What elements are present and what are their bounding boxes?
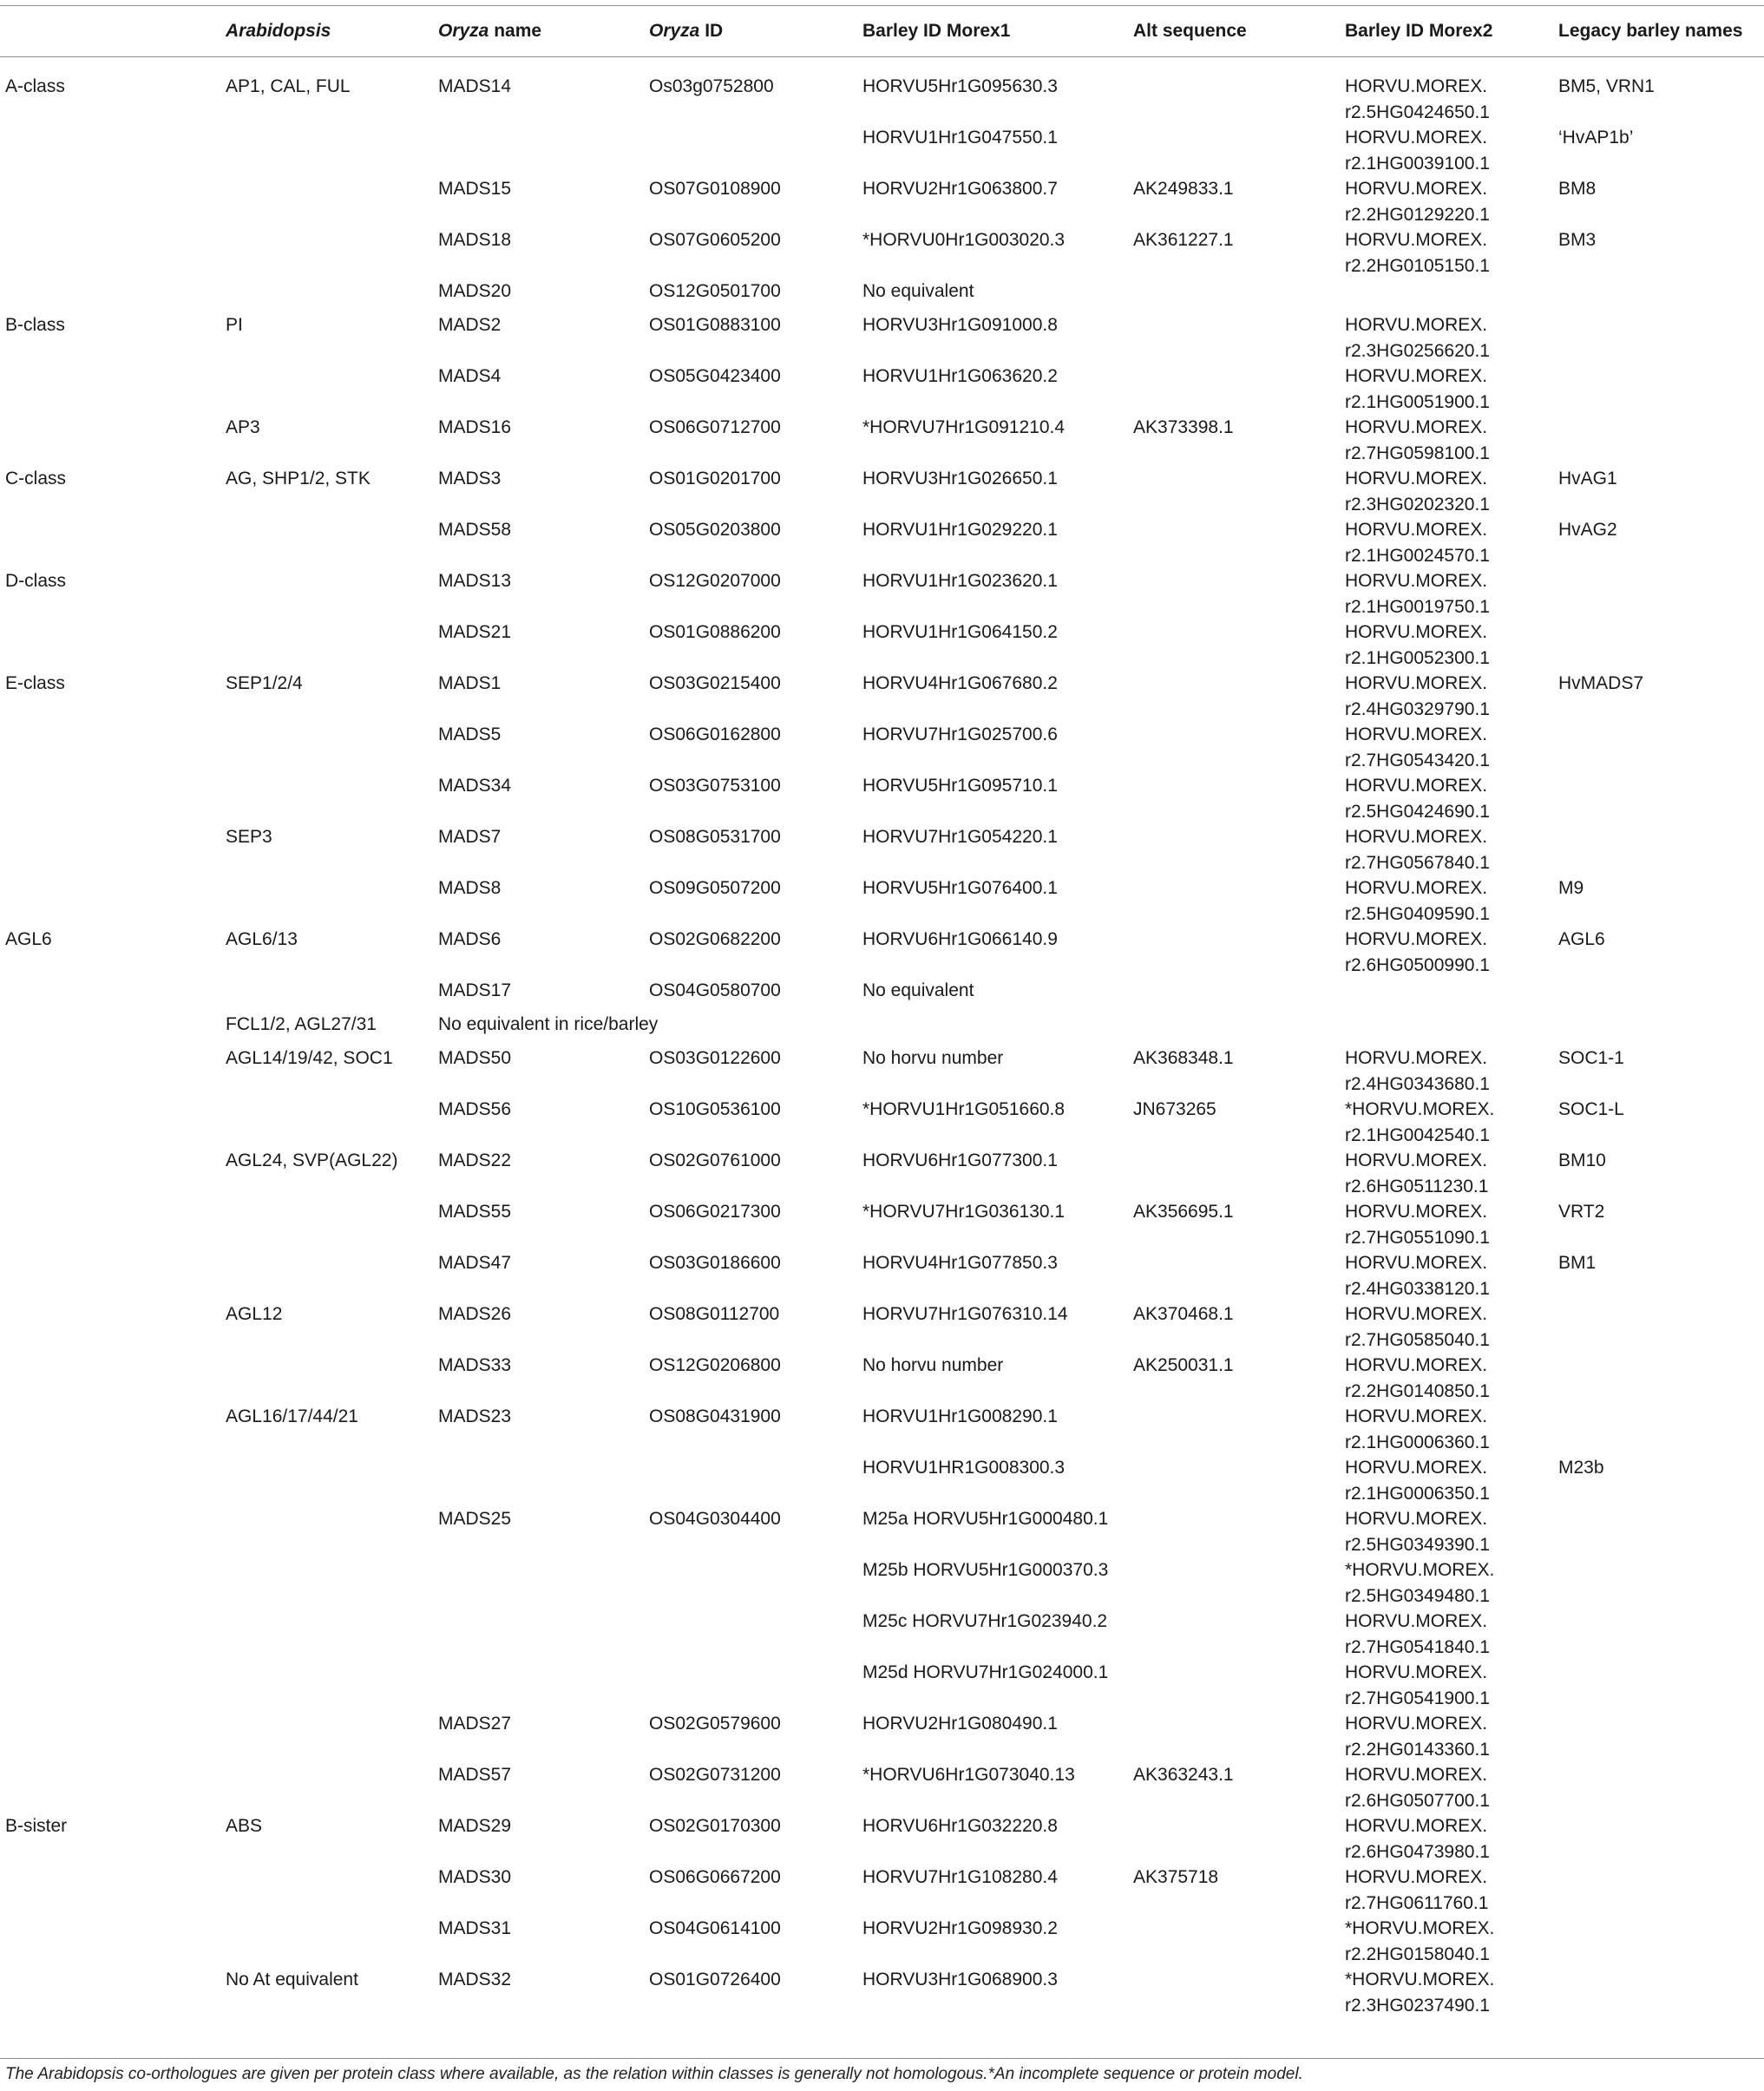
cell-alt-sequence: AK370468.1	[1133, 1304, 1234, 1324]
header-legacy-names: Legacy barley names	[1558, 21, 1743, 41]
morex2-id-line2: r2.4HG0329790.1	[1345, 698, 1490, 719]
cell-oryza-name: MADS31	[438, 1918, 512, 1938]
cell-alt-sequence: JN673265	[1133, 1099, 1216, 1119]
table-body	[0, 57, 1764, 2057]
cell-barley-morex1: HORVU2Hr1G098930.2	[862, 1918, 1058, 1938]
cell-oryza-id: OS01G0201700	[649, 469, 781, 488]
cell-legacy-name: BM8	[1558, 179, 1597, 199]
cell-arabidopsis: FCL1/2, AGL27/31	[226, 1014, 377, 1034]
cell-oryza-name: MADS8	[438, 878, 502, 898]
cell-oryza-name: MADS5	[438, 724, 502, 744]
cell-class: B-sister	[5, 1816, 68, 1836]
cell-barley-morex1: HORVU3Hr1G091000.8	[862, 315, 1058, 335]
cell-oryza-name: MADS13	[438, 571, 512, 591]
cell-oryza-id: OS05G0423400	[649, 366, 781, 386]
cell-barley-morex1: HORVU4Hr1G067680.2	[862, 673, 1058, 693]
cell-barley-morex1: HORVU1Hr1G029220.1	[862, 520, 1058, 540]
cell-class: AGL6	[5, 929, 52, 949]
cell-barley-morex1: M25c HORVU7Hr1G023940.2	[862, 1611, 1108, 1631]
cell-barley-morex1: HORVU5Hr1G095630.3	[862, 76, 1058, 96]
cell-barley-morex1: No equivalent	[862, 980, 974, 1000]
morex2-id-line1: HORVU.MOREX.	[1345, 1048, 1488, 1068]
table-row	[0, 1439, 1764, 1504]
table-row	[0, 859, 1764, 924]
cell-oryza-name: MADS15	[438, 179, 512, 199]
table-row	[0, 1080, 1764, 1145]
morex2-id-line2: r2.1HG0039100.1	[1345, 153, 1490, 174]
table-row	[0, 347, 1764, 412]
cell-barley-morex1: HORVU5Hr1G095710.1	[862, 776, 1058, 796]
cell-barley-morex1: HORVU6Hr1G077300.1	[862, 1150, 1058, 1170]
table-row	[0, 1592, 1764, 1657]
morex2-id-line1: HORVU.MOREX.	[1345, 622, 1488, 642]
morex2-id-line2: r2.7HG0551090.1	[1345, 1227, 1490, 1248]
cell-oryza-id: OS02G0170300	[649, 1816, 781, 1836]
morex2-id-line1: HORVU.MOREX.	[1345, 417, 1488, 437]
morex2-id-line2: r2.1HG0024570.1	[1345, 545, 1490, 566]
cell-barley-morex1: No horvu number	[862, 1048, 1004, 1068]
cell-barley-morex1: M25d HORVU7Hr1G024000.1	[862, 1662, 1109, 1682]
cell-legacy-name: M23b	[1558, 1458, 1604, 1478]
table-header-row	[0, 5, 1764, 56]
cell-barley-morex1: HORVU7Hr1G108280.4	[862, 1867, 1058, 1887]
cell-alt-sequence: AK373398.1	[1133, 417, 1234, 437]
cell-oryza-id: OS09G0507200	[649, 878, 781, 898]
header-oryza-id: Oryza ID	[649, 21, 724, 41]
table-row	[0, 1899, 1764, 1964]
morex2-id-line1: HORVU.MOREX.	[1345, 179, 1488, 199]
morex2-id-line2: r2.1HG0042540.1	[1345, 1124, 1490, 1145]
cell-arabidopsis: ABS	[226, 1816, 263, 1836]
table-row	[0, 961, 1764, 1000]
table-row	[0, 296, 1764, 361]
cell-alt-sequence: AK249833.1	[1133, 179, 1234, 199]
morex2-id-line1: HORVU.MOREX.	[1345, 315, 1488, 335]
cell-oryza-name: MADS25	[438, 1509, 512, 1529]
morex2-id-line2: r2.2HG0129220.1	[1345, 204, 1490, 225]
cell-oryza-id: OS03G0186600	[649, 1253, 781, 1273]
table-row	[0, 1797, 1764, 1862]
morex2-id-line2: r2.7HG0541900.1	[1345, 1688, 1490, 1708]
cell-legacy-name: BM5, VRN1	[1558, 76, 1655, 96]
table-row	[0, 1950, 1764, 2016]
morex2-id-line2: r2.2HG0140850.1	[1345, 1380, 1490, 1401]
morex2-id-line2: r2.6HG0500990.1	[1345, 954, 1490, 975]
morex2-id-line2: r2.7HG0598100.1	[1345, 442, 1490, 463]
cell-oryza-name: MADS7	[438, 827, 502, 847]
morex2-id-line1: HORVU.MOREX.	[1345, 128, 1488, 147]
morex2-id-line2: r2.5HG0409590.1	[1345, 903, 1490, 924]
cell-oryza-id: OS07G0605200	[649, 230, 781, 250]
cell-barley-morex1: HORVU7Hr1G054220.1	[862, 827, 1058, 847]
morex2-id-line2: r2.6HG0511230.1	[1345, 1176, 1489, 1196]
table-row	[0, 1848, 1764, 1913]
cell-barley-morex1: HORVU1Hr1G023620.1	[862, 571, 1058, 591]
table-row	[0, 654, 1764, 719]
morex2-id-line1: HORVU.MOREX.	[1345, 230, 1488, 250]
cell-oryza-id: OS07G0108900	[649, 179, 781, 199]
morex2-id-line1: HORVU.MOREX.	[1345, 1611, 1488, 1631]
cell-alt-sequence: AK368348.1	[1133, 1048, 1234, 1068]
cell-oryza-name: MADS4	[438, 366, 502, 386]
cell-oryza-id: OS06G0667200	[649, 1867, 781, 1887]
cell-oryza-name: MADS22	[438, 1150, 512, 1170]
morex2-id-line2: r2.2HG0105150.1	[1345, 255, 1490, 276]
cell-oryza-name: MADS18	[438, 230, 512, 250]
morex2-id-line2: r2.4HG0343680.1	[1345, 1073, 1490, 1094]
morex2-id-line1: HORVU.MOREX.	[1345, 1867, 1488, 1887]
morex2-id-line2: r2.2HG0158040.1	[1345, 1944, 1490, 1964]
morex2-id-line1: HORVU.MOREX.	[1345, 724, 1488, 744]
cell-class: D-class	[5, 571, 67, 591]
morex2-id-line1: HORVU.MOREX.	[1345, 827, 1488, 847]
cell-barley-morex1: HORVU7Hr1G076310.14	[862, 1304, 1068, 1324]
cell-barley-morex1: HORVU1Hr1G008290.1	[862, 1406, 1058, 1426]
cell-alt-sequence: AK363243.1	[1133, 1765, 1234, 1785]
cell-arabidopsis: AP1, CAL, FUL	[226, 76, 351, 96]
cell-arabidopsis: SEP1/2/4	[226, 673, 303, 693]
morex2-id-line1: *HORVU.MOREX.	[1345, 1099, 1495, 1119]
cell-alt-sequence: AK361227.1	[1133, 230, 1234, 250]
cell-legacy-name: BM10	[1558, 1150, 1606, 1170]
morex2-id-line1: HORVU.MOREX.	[1345, 1355, 1488, 1375]
cell-oryza-name: MADS29	[438, 1816, 512, 1836]
cell-legacy-name: HvMADS7	[1558, 673, 1644, 693]
morex2-id-line2: r2.6HG0473980.1	[1345, 1841, 1490, 1862]
cell-oryza-id: OS01G0886200	[649, 622, 781, 642]
table-row	[0, 501, 1764, 566]
header-barley-morex1: Barley ID Morex1	[862, 21, 1011, 41]
cell-oryza-id: OS02G0579600	[649, 1714, 781, 1734]
morex2-id-line1: HORVU.MOREX.	[1345, 1406, 1488, 1426]
cell-arabidopsis: AGL24, SVP(AGL22)	[226, 1150, 398, 1170]
cell-oryza-name: MADS2	[438, 315, 502, 335]
table-row	[0, 552, 1764, 617]
cell-barley-morex1: HORVU7Hr1G025700.6	[862, 724, 1058, 744]
cell-oryza-name: MADS27	[438, 1714, 512, 1734]
header-oryza-name: Oryza name	[438, 21, 542, 41]
morex2-id-line1: HORVU.MOREX.	[1345, 1765, 1488, 1785]
cell-arabidopsis: AGL14/19/42, SOC1	[226, 1048, 393, 1068]
table-row	[0, 995, 1764, 1034]
cell-legacy-name: AGL6	[1558, 929, 1605, 949]
table-row	[0, 1336, 1764, 1401]
morex2-id-line1: HORVU.MOREX.	[1345, 929, 1488, 949]
cell-oryza-id: OS12G0207000	[649, 571, 781, 591]
cell-legacy-name: VRT2	[1558, 1202, 1605, 1222]
morex2-id-line1: HORVU.MOREX.	[1345, 1253, 1488, 1273]
table-row	[0, 262, 1764, 301]
cell-oryza-name: MADS47	[438, 1253, 512, 1273]
cell-legacy-name: SOC1-1	[1558, 1048, 1624, 1068]
morex2-id-line2: r2.5HG0424690.1	[1345, 801, 1490, 822]
morex2-id-line1: HORVU.MOREX.	[1345, 1304, 1488, 1324]
morex2-id-line1: HORVU.MOREX.	[1345, 878, 1488, 898]
cell-oryza-name: MADS34	[438, 776, 512, 796]
cell-barley-morex1: HORVU2Hr1G080490.1	[862, 1714, 1058, 1734]
morex2-id-line1: HORVU.MOREX.	[1345, 520, 1488, 540]
table-row	[0, 808, 1764, 873]
morex2-id-line2: r2.3HG0256620.1	[1345, 340, 1490, 361]
cell-oryza-id: OS02G0731200	[649, 1765, 781, 1785]
morex2-id-line2: r2.7HG0543420.1	[1345, 750, 1490, 770]
cell-oryza-id: OS01G0883100	[649, 315, 781, 335]
table-row	[0, 705, 1764, 770]
cell-oryza-id: Os03g0752800	[649, 76, 774, 96]
cell-oryza-name: MADS30	[438, 1867, 512, 1887]
cell-arabidopsis: AGL6/13	[226, 929, 298, 949]
header-oryza-name-genus: Oryza	[438, 21, 489, 41]
cell-oryza-id: OS08G0431900	[649, 1406, 781, 1426]
morex2-id-line1: HORVU.MOREX.	[1345, 366, 1488, 386]
cell-oryza-id: OS02G0682200	[649, 929, 781, 949]
cell-legacy-name: SOC1-L	[1558, 1099, 1624, 1119]
cell-oryza-name: MADS16	[438, 417, 512, 437]
cell-oryza-id: OS10G0536100	[649, 1099, 781, 1119]
cell-oryza-id: OS02G0761000	[649, 1150, 781, 1170]
morex2-id-line2: r2.3HG0237490.1	[1345, 1995, 1490, 2016]
cell-oryza-id: OS12G0206800	[649, 1355, 781, 1375]
cell-oryza-name: MADS58	[438, 520, 512, 540]
morex2-id-line2: r2.1HG0006360.1	[1345, 1432, 1490, 1452]
cell-oryza-name: MADS20	[438, 281, 512, 301]
cell-barley-morex1: HORVU1Hr1G064150.2	[862, 622, 1058, 642]
morex2-id-line1: HORVU.MOREX.	[1345, 1150, 1488, 1170]
cell-class: B-class	[5, 315, 65, 335]
cell-arabidopsis: SEP3	[226, 827, 272, 847]
cell-alt-sequence: AK250031.1	[1133, 1355, 1234, 1375]
morex2-id-line2: r2.3HG0202320.1	[1345, 494, 1490, 515]
morex2-id-line2: r2.5HG0349390.1	[1345, 1534, 1490, 1555]
cell-barley-morex1: No equivalent	[862, 281, 974, 301]
cell-oryza-name: MADS26	[438, 1304, 512, 1324]
table-row	[0, 603, 1764, 668]
morex2-id-line1: HORVU.MOREX.	[1345, 1662, 1488, 1682]
cell-oryza-name: MADS57	[438, 1765, 512, 1785]
table-row	[0, 108, 1764, 174]
morex2-id-line2: r2.1HG0019750.1	[1345, 596, 1490, 617]
morex2-id-line2: r2.1HG0052300.1	[1345, 647, 1490, 668]
table-row	[0, 1643, 1764, 1708]
cell-oryza-id: OS08G0531700	[649, 827, 781, 847]
cell-barley-morex2	[1345, 1967, 1494, 2018]
cell-legacy-name: BM3	[1558, 230, 1597, 250]
table-row	[0, 1746, 1764, 1811]
cell-barley-morex1: HORVU6Hr1G066140.9	[862, 929, 1058, 949]
cell-barley-morex1: No horvu number	[862, 1355, 1004, 1375]
cell-oryza-name: MADS6	[438, 929, 502, 949]
header-barley-morex2: Barley ID Morex2	[1345, 21, 1493, 41]
cell-oryza-id: OS03G0215400	[649, 673, 781, 693]
table-row	[0, 160, 1764, 225]
cell-oryza-name: MADS56	[438, 1099, 512, 1119]
morex2-id-line1: HORVU.MOREX.	[1345, 1816, 1488, 1836]
cell-oryza-name: MADS50	[438, 1048, 512, 1068]
table-bottom-rule	[0, 2058, 1764, 2059]
table-row	[0, 57, 1764, 122]
cell-oryza-id: OS12G0501700	[649, 281, 781, 301]
cell-oryza-name: MADS14	[438, 76, 512, 96]
cell-barley-morex1: *HORVU0Hr1G003020.3	[862, 230, 1066, 250]
table-row	[0, 449, 1764, 515]
cell-barley-morex1: HORVU3Hr1G026650.1	[862, 469, 1058, 488]
table-row	[0, 757, 1764, 822]
cell-arabidopsis: No At equivalent	[226, 1970, 358, 1989]
cell-arabidopsis: PI	[226, 315, 243, 335]
cell-arabidopsis: AGL12	[226, 1304, 283, 1324]
cell-oryza-name: MADS33	[438, 1355, 512, 1375]
cell-barley-morex1: *HORVU7Hr1G036130.1	[862, 1202, 1066, 1222]
table-row	[0, 1387, 1764, 1452]
table-footnote: The Arabidopsis co-orthologues are given per protein class where available, as the relation within classes is generally not homologous.*An incomplete sequence or protein model.	[5, 2065, 1303, 2083]
cell-barley-morex1: HORVU1Hr1G047550.1	[862, 128, 1058, 147]
header-oryza-id-genus: Oryza	[649, 21, 700, 41]
morex2-id-line2: r2.2HG0143360.1	[1345, 1739, 1490, 1760]
cell-oryza-id: OS04G0580700	[649, 980, 781, 1000]
cell-barley-morex1: HORVU3Hr1G068900.3	[862, 1970, 1058, 1989]
cell-oryza-name: MADS32	[438, 1970, 512, 1989]
morex2-id-line2: r2.7HG0585040.1	[1345, 1329, 1490, 1350]
morex2-id-line1: *HORVU.MOREX.	[1345, 1918, 1495, 1938]
cell-class: A-class	[5, 76, 65, 96]
morex2-id-line1: HORVU.MOREX.	[1345, 1458, 1488, 1478]
morex2-id-line1: *HORVU.MOREX.	[1345, 1970, 1495, 1989]
morex2-id-line1: HORVU.MOREX.	[1345, 1202, 1488, 1222]
cell-barley-morex1: *HORVU7Hr1G091210.4	[862, 417, 1066, 437]
cell-barley-morex1: HORVU4Hr1G077850.3	[862, 1253, 1058, 1273]
morex2-id-line2: r2.1HG0051900.1	[1345, 391, 1490, 412]
cell-arabidopsis: AP3	[226, 417, 260, 437]
cell-barley-morex1: M25b HORVU5Hr1G000370.3	[862, 1560, 1109, 1580]
cell-oryza-id: OS06G0712700	[649, 417, 781, 437]
morex2-id-line1: HORVU.MOREX.	[1345, 76, 1488, 96]
cell-class: E-class	[5, 673, 65, 693]
cell-barley-morex1: HORVU2Hr1G063800.7	[862, 179, 1058, 199]
cell-oryza-name: No equivalent in rice/barley	[438, 1014, 659, 1034]
morex2-id-line1: *HORVU.MOREX.	[1345, 1560, 1495, 1580]
morex2-id-line2: r2.7HG0611760.1	[1345, 1892, 1489, 1913]
cell-oryza-name: MADS23	[438, 1406, 512, 1426]
cell-arabidopsis: AG, SHP1/2, STK	[226, 469, 371, 488]
cell-oryza-id: OS06G0217300	[649, 1202, 781, 1222]
table-row	[0, 910, 1764, 975]
cell-legacy-name: BM1	[1558, 1253, 1597, 1273]
cell-barley-morex1: HORVU1Hr1G063620.2	[862, 366, 1058, 386]
cell-oryza-name: MADS1	[438, 673, 502, 693]
cell-oryza-id: OS04G0614100	[649, 1918, 781, 1938]
morex2-id-line2: r2.5HG0424650.1	[1345, 102, 1490, 122]
cell-oryza-name: MADS55	[438, 1202, 512, 1222]
cell-barley-morex1: HORVU1HR1G008300.3	[862, 1458, 1066, 1478]
cell-barley-morex1: M25a HORVU5Hr1G000480.1	[862, 1509, 1109, 1529]
cell-oryza-id: OS05G0203800	[649, 520, 781, 540]
cell-alt-sequence: AK356695.1	[1133, 1202, 1234, 1222]
cell-oryza-id: OS03G0753100	[649, 776, 781, 796]
morex2-id-line2: r2.6HG0507700.1	[1345, 1790, 1490, 1811]
cell-arabidopsis: AGL16/17/44/21	[226, 1406, 358, 1426]
cell-oryza-name: MADS3	[438, 469, 502, 488]
table-row	[0, 1131, 1764, 1196]
cell-oryza-id: OS01G0726400	[649, 1970, 781, 1989]
cell-alt-sequence: AK375718	[1133, 1867, 1219, 1887]
cell-legacy-name: ‘HvAP1b’	[1558, 128, 1634, 147]
morex2-id-line1: HORVU.MOREX.	[1345, 469, 1488, 488]
table-row	[0, 211, 1764, 276]
morex2-id-line1: HORVU.MOREX.	[1345, 1509, 1488, 1529]
morex2-id-line1: HORVU.MOREX.	[1345, 1714, 1488, 1734]
cell-barley-morex1: HORVU5Hr1G076400.1	[862, 878, 1058, 898]
morex2-id-line2: r2.4HG0338120.1	[1345, 1278, 1490, 1299]
table-row	[0, 1694, 1764, 1760]
table-row	[0, 1490, 1764, 1555]
cell-oryza-name: MADS21	[438, 622, 512, 642]
morex2-id-line1: HORVU.MOREX.	[1345, 571, 1488, 591]
cell-barley-morex1: HORVU6Hr1G032220.8	[862, 1816, 1058, 1836]
morex2-id-line2: r2.5HG0349480.1	[1345, 1585, 1490, 1606]
table-row	[0, 1029, 1764, 1094]
cell-oryza-id: OS04G0304400	[649, 1509, 781, 1529]
cell-oryza-id: OS08G0112700	[649, 1304, 780, 1324]
table-row	[0, 1541, 1764, 1606]
cell-class: C-class	[5, 469, 67, 488]
morex2-id-line1: HORVU.MOREX.	[1345, 673, 1488, 693]
header-alt-sequence: Alt sequence	[1133, 21, 1247, 41]
morex2-id-line2: r2.7HG0567840.1	[1345, 852, 1490, 873]
cell-barley-morex1: *HORVU1Hr1G051660.8	[862, 1099, 1066, 1119]
cell-barley-morex1: *HORVU6Hr1G073040.13	[862, 1765, 1075, 1785]
cell-legacy-name: HvAG1	[1558, 469, 1617, 488]
table-row	[0, 1183, 1764, 1248]
table-row	[0, 1234, 1764, 1299]
cell-legacy-name: HvAG2	[1558, 520, 1617, 540]
morex2-id-line1: HORVU.MOREX.	[1345, 776, 1488, 796]
cell-legacy-name: M9	[1558, 878, 1584, 898]
morex2-id-line2: r2.7HG0541840.1	[1345, 1636, 1490, 1657]
cell-oryza-id: OS03G0122600	[649, 1048, 781, 1068]
table-row	[0, 1285, 1764, 1350]
table-row	[0, 398, 1764, 463]
morex2-id-line2: r2.1HG0006350.1	[1345, 1483, 1490, 1504]
cell-oryza-name: MADS17	[438, 980, 512, 1000]
header-arabidopsis: Arabidopsis	[226, 21, 331, 41]
cell-oryza-id: OS06G0162800	[649, 724, 781, 744]
